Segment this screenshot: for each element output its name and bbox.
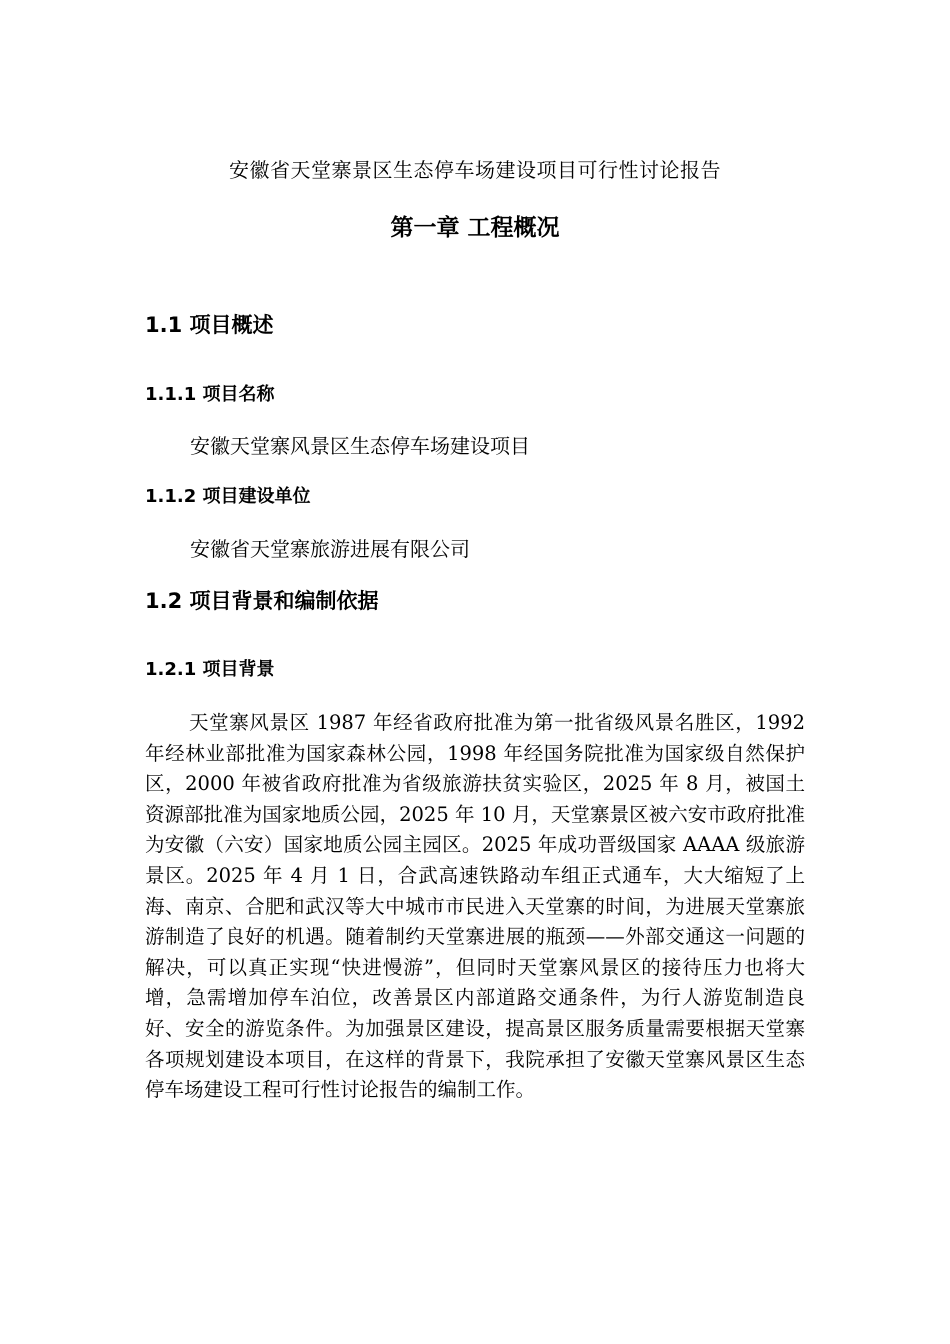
construction-unit-text: 安徽省天堂寨旅游进展有限公司 <box>190 537 470 561</box>
subsection-heading-1-1-1: 1.1.1 项目名称 <box>145 384 275 405</box>
subsection-heading-1-1-2: 1.1.2 项目建设单位 <box>145 486 311 507</box>
section-heading-1-2: 1.2 项目背景和编制依据 <box>145 589 379 613</box>
chapter-title: 第一章 工程概况 <box>390 215 560 241</box>
document-title: 安徽省天堂寨景区生态停车场建设项目可行性讨论报告 <box>229 158 721 182</box>
project-name-text: 安徽天堂寨风景区生态停车场建设项目 <box>190 434 530 458</box>
project-background-paragraph: 天堂寨风景区 1987 年经省政府批准为第一批省级风景名胜区，1992 年经林业部批准为国家森林公园，1998 年经国务院批准为国家级自然保护区，2000 年被省政府批准为省级旅游扶贫实验区，2025 年 8 月，被国土资源部批准为国家地质公园，2025 年 10 月，天堂寨景区被六安市政府批准为安徽（六安）国家地质公园主园区。2025 年成功晋级国家 AAAA 级旅游景区。2025 年 4 月 1 日，合武高速铁路动车组正式通车，大大缩短了上海、南京、合肥和武汉等大中城市市民进入天堂寨的时间，为进展天堂寨旅游制造了良好的机遇。随着制约天堂寨进展的瓶颈——外部交通这一问题的解决，可以真正实现“快进慢游”，但同时天堂寨风景区的接待压力也将大增，急需增加停车泊位，改善景区内部道路交通条件，为行人游览制造良好、安全的游览条件。为加强景区建设，提高景区服务质量需要根据天堂寨各项规划建设本项目，在这样的背景下，我院承担了安徽天堂寨风景区生态停车场建设工程可行性讨论报告的编制工作。 <box>145 711 805 1102</box>
subsection-heading-1-2-1: 1.2.1 项目背景 <box>145 659 275 680</box>
section-heading-1-1: 1.1 项目概述 <box>145 313 274 337</box>
